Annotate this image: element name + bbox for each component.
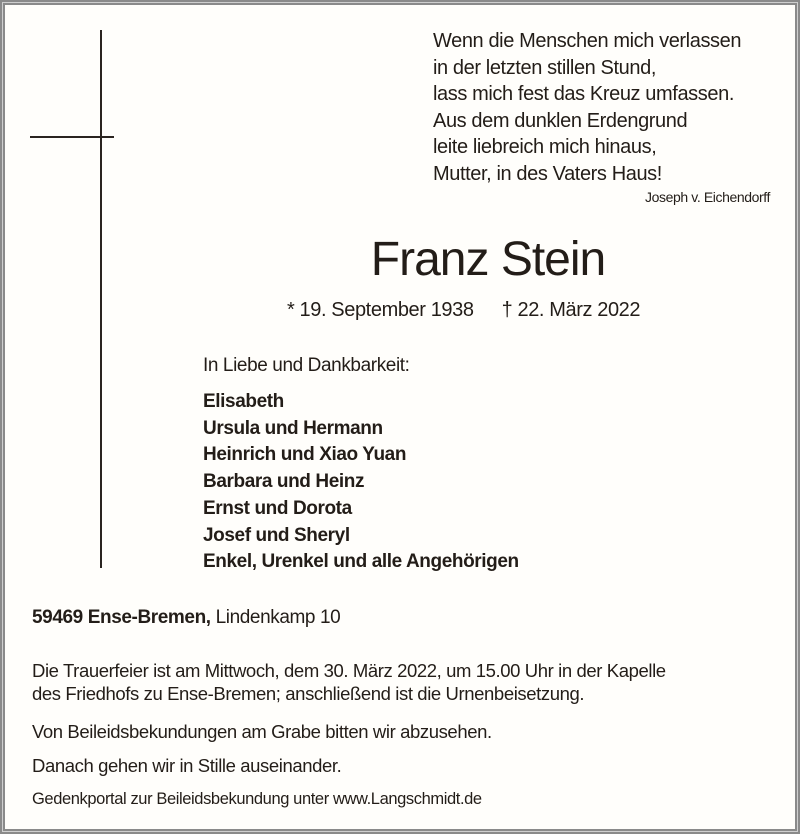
death-date: † 22. März 2022	[501, 299, 641, 321]
ceremony-info	[32, 659, 666, 705]
poem-line: Wenn die Menschen mich verlassen	[433, 30, 742, 52]
birth-date: * 19. September 1938	[287, 299, 474, 321]
mourner: Heinrich und Xiao Yuan	[203, 444, 407, 466]
condolence-note: Von Beileidsbekundungen am Grabe bitten wir abzusehen.	[32, 721, 492, 742]
mourner: Ernst und Dorota	[203, 497, 352, 519]
address-city: 59469 Ense-Bremen,	[32, 607, 211, 628]
mourners-intro: In Liebe und Dankbarkeit:	[203, 355, 410, 376]
address	[32, 607, 340, 629]
mourner: Enkel, Urenkel und alle Angehörigen	[203, 551, 519, 573]
deceased-name: Franz Stein	[370, 233, 606, 286]
address-street: Lindenkamp 10	[215, 607, 341, 628]
poem-line: lass mich fest das Kreuz umfassen.	[433, 83, 734, 105]
mourner: Josef und Sheryl	[203, 524, 350, 546]
poem-line: leite liebreich mich hinaus,	[433, 136, 657, 158]
poem-line: Aus dem dunklen Erdengrund	[433, 109, 688, 132]
closing-note: Danach gehen wir in Stille auseinander.	[32, 755, 342, 776]
mourner: Ursula und Hermann	[203, 417, 383, 439]
ceremony-line: des Friedhofs zu Ense-Bremen; anschließend ist die Urnenbeisetzung.	[32, 683, 585, 704]
cross-icon-vertical	[100, 30, 102, 568]
poem-line: Mutter, in des Vaters Haus!	[433, 162, 662, 185]
poem-line: in der letzten stillen Stund,	[433, 56, 656, 79]
mourner: Elisabeth	[203, 391, 284, 412]
life-dates	[287, 299, 640, 322]
ceremony-line: Die Trauerfeier ist am Mittwoch, dem 30. März 2022, um 15.00 Uhr in der Kapelle	[32, 660, 666, 681]
cross-icon-horizontal	[30, 136, 114, 138]
poem-author: Joseph v. Eichendorff	[645, 189, 770, 205]
memorial-portal-note: Gedenkportal zur Beileidsbekundung unter www.Langschmidt.de	[32, 790, 482, 808]
mourners-list	[203, 389, 519, 576]
mourner: Barbara und Heinz	[203, 471, 365, 493]
poem	[433, 28, 741, 187]
